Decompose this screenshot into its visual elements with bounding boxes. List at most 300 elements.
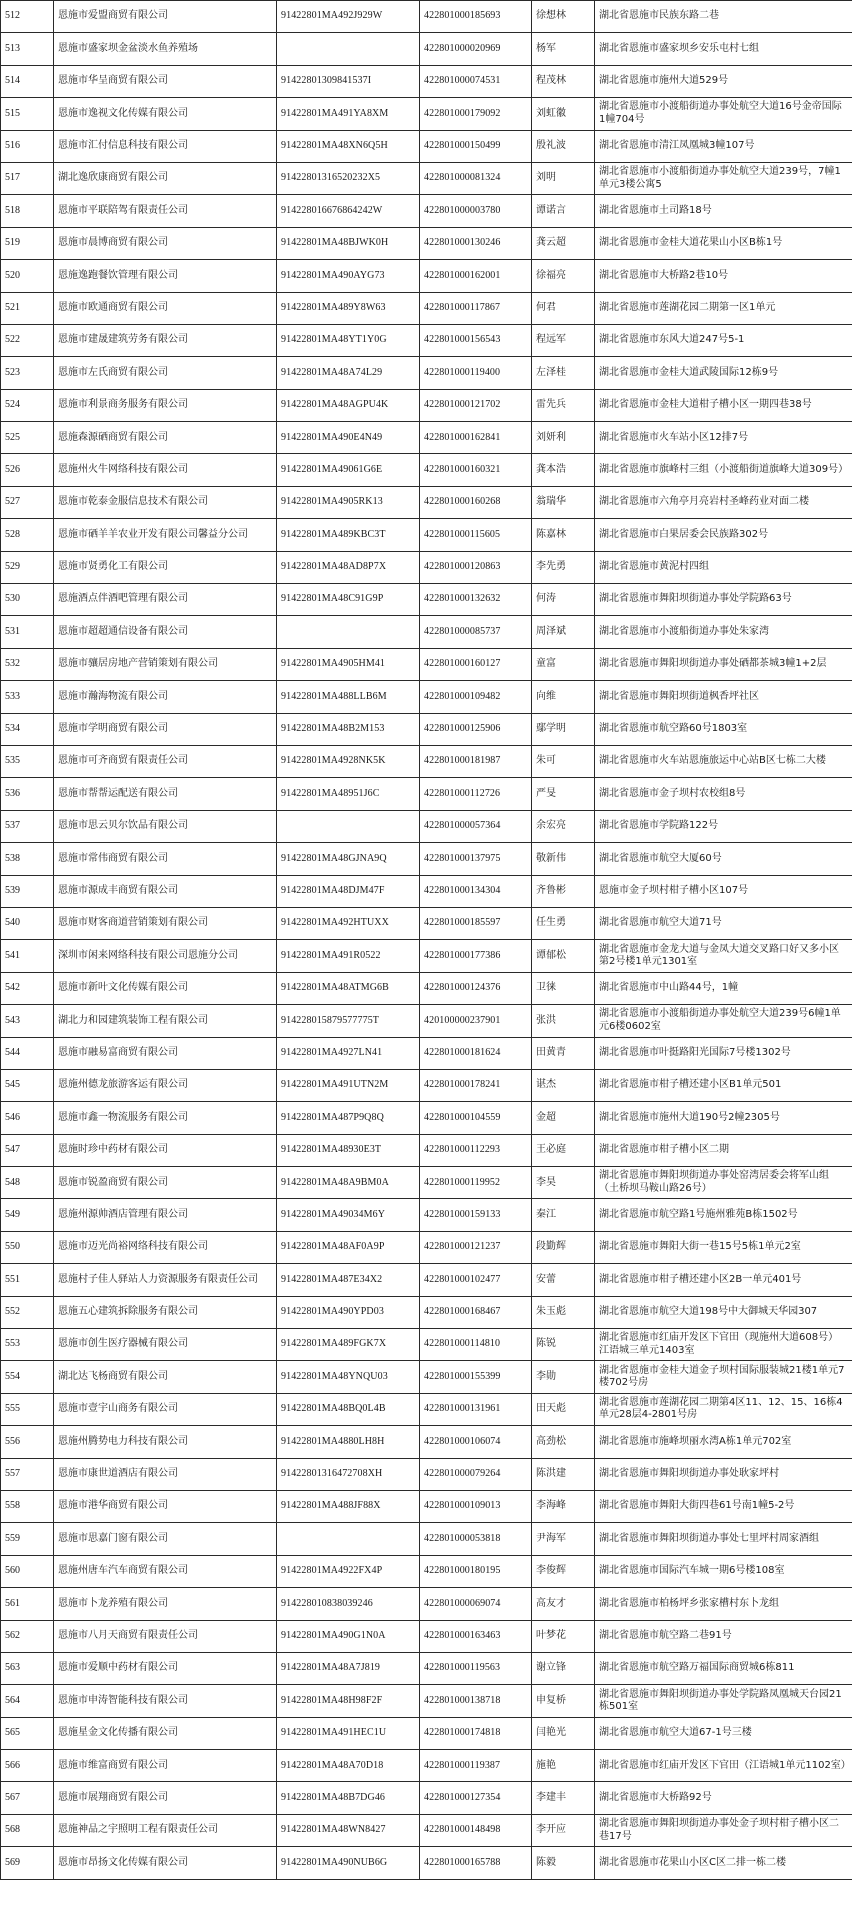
registration-number-cell: 422801000121237 [420, 1231, 532, 1263]
address-cell: 湖北省恩施市火车站恩施旅运中心站B区七栋二大楼 [595, 745, 852, 777]
legal-representative-cell: 徐想林 [532, 1, 595, 33]
company-name-cell: 恩施市财客商道营销策划有限公司 [54, 907, 277, 939]
address-cell: 湖北省恩施市柑子槽还建小区B1单元501 [595, 1069, 852, 1101]
company-name-cell: 恩施市华呈商贸有限公司 [54, 65, 277, 97]
legal-representative-cell: 鄢学明 [532, 713, 595, 745]
company-name-cell: 恩施市创生医疗器械有限公司 [54, 1329, 277, 1361]
row-number-cell: 544 [1, 1037, 54, 1069]
row-number-cell: 550 [1, 1231, 54, 1263]
legal-representative-cell: 余宏亮 [532, 810, 595, 842]
registration-number-cell: 422801000181987 [420, 745, 532, 777]
row-number-cell: 516 [1, 130, 54, 162]
row-number-cell: 527 [1, 486, 54, 518]
address-cell: 湖北省恩施市莲湖花园二期第一区1单元 [595, 292, 852, 324]
row-number-cell: 538 [1, 843, 54, 875]
registration-number-cell: 422801000160127 [420, 648, 532, 680]
row-number-cell: 546 [1, 1102, 54, 1134]
registration-number-cell: 422801000162841 [420, 422, 532, 454]
address-cell: 恩施市金子坝村柑子槽小区107号 [595, 875, 852, 907]
legal-representative-cell: 陈锐 [532, 1329, 595, 1361]
address-cell: 湖北省恩施市柑子槽小区二期 [595, 1134, 852, 1166]
registration-number-cell: 422801000127354 [420, 1782, 532, 1814]
address-cell: 湖北省恩施市航空路二巷91号 [595, 1620, 852, 1652]
address-cell: 湖北省恩施市小渡船街道办事处航空大道239号，7幢1单元3楼公寓5 [595, 162, 852, 194]
registration-number-cell: 422801000119387 [420, 1750, 532, 1782]
row-number-cell: 562 [1, 1620, 54, 1652]
row-number-cell: 547 [1, 1134, 54, 1166]
row-number-cell: 522 [1, 324, 54, 356]
credit-code-cell: 91422801MA48GJNA9Q [277, 843, 420, 875]
legal-representative-cell: 左泽桂 [532, 357, 595, 389]
registration-number-cell: 420100000237901 [420, 1005, 532, 1037]
address-cell: 湖北省恩施市白果居委会民族路302号 [595, 519, 852, 551]
address-cell: 湖北省恩施市航空大道71号 [595, 907, 852, 939]
credit-code-cell: 91422801MA48XN6Q5H [277, 130, 420, 162]
credit-code-cell: 91422801MA488JF88X [277, 1490, 420, 1522]
company-name-cell: 恩施市汇付信息科技有限公司 [54, 130, 277, 162]
registration-number-cell: 422801000162001 [420, 260, 532, 292]
registration-number-cell: 422801000124376 [420, 972, 532, 1004]
row-number-cell: 556 [1, 1426, 54, 1458]
legal-representative-cell: 尹海军 [532, 1523, 595, 1555]
company-name-cell: 恩施市港华商贸有限公司 [54, 1490, 277, 1522]
credit-code-cell: 91422801MA48YNQU03 [277, 1361, 420, 1393]
registration-number-cell: 422801000156543 [420, 324, 532, 356]
table-row [1, 681, 852, 713]
registration-number-cell: 422801000003780 [420, 195, 532, 227]
table-row [1, 486, 852, 518]
credit-code-cell: 91422801MA48WN8427 [277, 1814, 420, 1846]
legal-representative-cell: 谢立锋 [532, 1652, 595, 1684]
row-number-cell: 521 [1, 292, 54, 324]
row-number-cell: 545 [1, 1069, 54, 1101]
credit-code-cell: 91422801MA492HTUXX [277, 907, 420, 939]
address-cell: 湖北省恩施市大桥路2巷10号 [595, 260, 852, 292]
company-name-cell: 恩施市维富商贸有限公司 [54, 1750, 277, 1782]
registration-number-cell: 422801000160268 [420, 486, 532, 518]
legal-representative-cell: 李海峰 [532, 1490, 595, 1522]
legal-representative-cell: 周泽斌 [532, 616, 595, 648]
legal-representative-cell: 段勤辉 [532, 1231, 595, 1263]
registration-number-cell: 422801000112726 [420, 778, 532, 810]
registration-number-cell: 422801000178241 [420, 1069, 532, 1101]
table-row [1, 422, 852, 454]
row-number-cell: 539 [1, 875, 54, 907]
legal-representative-cell: 龚本浩 [532, 454, 595, 486]
registration-number-cell: 422801000130246 [420, 227, 532, 259]
company-name-cell: 恩施市融易富商贸有限公司 [54, 1037, 277, 1069]
table-row [1, 1750, 852, 1782]
legal-representative-cell: 李开应 [532, 1814, 595, 1846]
address-cell: 湖北省恩施市舞阳坝街道办事处窑湾居委会将军山组（土桥坝马鞍山路26号） [595, 1167, 852, 1199]
table-row [1, 1490, 852, 1522]
row-number-cell: 543 [1, 1005, 54, 1037]
table-row [1, 648, 852, 680]
address-cell: 湖北省恩施市土司路18号 [595, 195, 852, 227]
credit-code-cell [277, 616, 420, 648]
table-row [1, 454, 852, 486]
company-name-cell: 恩施市展翔商贸有限公司 [54, 1782, 277, 1814]
legal-representative-cell: 向维 [532, 681, 595, 713]
legal-representative-cell: 安蕾 [532, 1264, 595, 1296]
table-row [1, 810, 852, 842]
table-row [1, 1814, 852, 1846]
registration-number-cell: 422801000104559 [420, 1102, 532, 1134]
row-number-cell: 528 [1, 519, 54, 551]
credit-code-cell: 91422801MA48A7J819 [277, 1652, 420, 1684]
address-cell: 湖北省恩施市舞阳坝街道办事处七里坪村周家酒组 [595, 1523, 852, 1555]
table-row [1, 1426, 852, 1458]
legal-representative-cell: 程远军 [532, 324, 595, 356]
row-number-cell: 535 [1, 745, 54, 777]
company-name-cell: 恩施酒点伴酒吧管理有限公司 [54, 584, 277, 616]
table-row [1, 1102, 852, 1134]
address-cell: 湖北省恩施市柏杨坪乡张家槽村东卜龙组 [595, 1588, 852, 1620]
company-name-cell: 恩施市晨博商贸有限公司 [54, 227, 277, 259]
legal-representative-cell: 李先勇 [532, 551, 595, 583]
credit-code-cell: 91422801MA491YA8XM [277, 98, 420, 130]
table-row [1, 713, 852, 745]
legal-representative-cell: 陈嘉林 [532, 519, 595, 551]
row-number-cell: 537 [1, 810, 54, 842]
table-row [1, 551, 852, 583]
legal-representative-cell: 何君 [532, 292, 595, 324]
legal-representative-cell: 刘虹徽 [532, 98, 595, 130]
company-name-cell: 恩施市超超通信设备有限公司 [54, 616, 277, 648]
row-number-cell: 541 [1, 940, 54, 972]
legal-representative-cell: 高劲松 [532, 1426, 595, 1458]
registration-number-cell: 422801000121702 [420, 389, 532, 421]
address-cell: 湖北省恩施市舞阳坝街道办事处耿家坪村 [595, 1458, 852, 1490]
company-name-cell: 恩施市贤勇化工有限公司 [54, 551, 277, 583]
registration-number-cell: 422801000174818 [420, 1717, 532, 1749]
address-cell: 湖北省恩施市航空路1号施州雅苑B栋1502号 [595, 1199, 852, 1231]
legal-representative-cell: 龚云超 [532, 227, 595, 259]
registration-number-cell: 422801000185693 [420, 1, 532, 33]
legal-representative-cell: 齐鲁彬 [532, 875, 595, 907]
company-name-cell: 湖北达飞杨商贸有限公司 [54, 1361, 277, 1393]
company-name-cell: 恩施逸跑餐饮管理有限公司 [54, 260, 277, 292]
legal-representative-cell: 朱玉彪 [532, 1296, 595, 1328]
table-row [1, 1523, 852, 1555]
row-number-cell: 567 [1, 1782, 54, 1814]
table-row [1, 972, 852, 1004]
address-cell: 湖北省恩施市舞阳大街一巷15号5栋1单元2室 [595, 1231, 852, 1263]
row-number-cell: 563 [1, 1652, 54, 1684]
credit-code-cell: 91422801MA490YPD03 [277, 1296, 420, 1328]
credit-code-cell: 91422801MA4927LN41 [277, 1037, 420, 1069]
legal-representative-cell: 申复桥 [532, 1685, 595, 1717]
registration-number-cell: 422801000119400 [420, 357, 532, 389]
credit-code-cell: 91422801MA48AF0A9P [277, 1231, 420, 1263]
registration-number-cell: 422801000181624 [420, 1037, 532, 1069]
legal-representative-cell: 施艳 [532, 1750, 595, 1782]
address-cell: 湖北省恩施市盛家坝乡安乐屯村七组 [595, 33, 852, 65]
credit-code-cell: 91422801MA48930E3T [277, 1134, 420, 1166]
company-name-cell: 恩施市学明商贸有限公司 [54, 713, 277, 745]
row-number-cell: 542 [1, 972, 54, 1004]
table-row [1, 292, 852, 324]
registration-number-cell: 422801000148498 [420, 1814, 532, 1846]
registration-number-cell: 422801000179092 [420, 98, 532, 130]
credit-code-cell: 91422801316520232X5 [277, 162, 420, 194]
row-number-cell: 558 [1, 1490, 54, 1522]
row-number-cell: 566 [1, 1750, 54, 1782]
legal-representative-cell: 朱可 [532, 745, 595, 777]
credit-code-cell: 91422801MA487E34X2 [277, 1264, 420, 1296]
legal-representative-cell: 李俊辉 [532, 1555, 595, 1587]
row-number-cell: 548 [1, 1167, 54, 1199]
company-name-cell: 恩施市思云贝尔饮品有限公司 [54, 810, 277, 842]
row-number-cell: 530 [1, 584, 54, 616]
legal-representative-cell: 高友才 [532, 1588, 595, 1620]
credit-code-cell: 91422801MA48A9BM0A [277, 1167, 420, 1199]
table-row [1, 584, 852, 616]
company-name-cell: 恩施市康世道酒店有限公司 [54, 1458, 277, 1490]
company-name-cell: 恩施市思嘉门窗有限公司 [54, 1523, 277, 1555]
row-number-cell: 568 [1, 1814, 54, 1846]
company-name-cell: 恩施市帮帮运配送有限公司 [54, 778, 277, 810]
registration-number-cell: 422801000134304 [420, 875, 532, 907]
address-cell: 湖北省恩施市舞阳坝街道办事处学院路凤凰城天台园21栋501室 [595, 1685, 852, 1717]
credit-code-cell: 91422801MA4905HM41 [277, 648, 420, 680]
row-number-cell: 519 [1, 227, 54, 259]
address-cell: 湖北省恩施市金龙大道与金凤大道交叉路口好又多小区第2号楼1单元1301室 [595, 940, 852, 972]
company-name-cell: 恩施市利景商务服务有限公司 [54, 389, 277, 421]
row-number-cell: 531 [1, 616, 54, 648]
company-name-cell: 恩施神品之宇照明工程有限责任公司 [54, 1814, 277, 1846]
credit-code-cell: 91422801MA48C91G9P [277, 584, 420, 616]
table-row [1, 519, 852, 551]
legal-representative-cell: 刘妍利 [532, 422, 595, 454]
legal-representative-cell: 徐福亮 [532, 260, 595, 292]
legal-representative-cell: 金超 [532, 1102, 595, 1134]
row-number-cell: 517 [1, 162, 54, 194]
credit-code-cell: 91422801MA48AGPU4K [277, 389, 420, 421]
address-cell: 湖北省恩施市金桂大道花果山小区B栋1号 [595, 227, 852, 259]
company-name-cell: 恩施市骧居房地产营销策划有限公司 [54, 648, 277, 680]
company-name-cell: 湖北逸欣康商贸有限公司 [54, 162, 277, 194]
table-row [1, 1199, 852, 1231]
credit-code-cell: 91422801MA491HEC1U [277, 1717, 420, 1749]
company-name-cell: 恩施森源硒商贸有限公司 [54, 422, 277, 454]
address-cell: 湖北省恩施市国际汽车城一期6号楼108室 [595, 1555, 852, 1587]
row-number-cell: 513 [1, 33, 54, 65]
row-number-cell: 569 [1, 1847, 54, 1879]
registration-number-cell: 422801000112293 [420, 1134, 532, 1166]
table-row [1, 1652, 852, 1684]
legal-representative-cell: 杨军 [532, 33, 595, 65]
legal-representative-cell: 闫艳光 [532, 1717, 595, 1749]
credit-code-cell: 91422801MA488LLB6M [277, 681, 420, 713]
table-row [1, 875, 852, 907]
credit-code-cell: 91422801MA492J929W [277, 1, 420, 33]
row-number-cell: 524 [1, 389, 54, 421]
row-number-cell: 561 [1, 1588, 54, 1620]
registration-number-cell: 422801000069074 [420, 1588, 532, 1620]
table-row [1, 1069, 852, 1101]
table-row [1, 1005, 852, 1037]
company-name-cell: 恩施市左氏商贸有限公司 [54, 357, 277, 389]
table-row [1, 1231, 852, 1263]
registration-number-cell: 422801000165788 [420, 1847, 532, 1879]
table-row [1, 778, 852, 810]
registration-number-cell: 422801000159133 [420, 1199, 532, 1231]
address-cell: 湖北省恩施市航空大道198号中大御城天华园307 [595, 1296, 852, 1328]
legal-representative-cell: 程茂林 [532, 65, 595, 97]
credit-code-cell: 91422801MA48951J6C [277, 778, 420, 810]
credit-code-cell: 91422801MA489FGK7X [277, 1329, 420, 1361]
credit-code-cell: 91422801MA48B2M153 [277, 713, 420, 745]
row-number-cell: 529 [1, 551, 54, 583]
address-cell: 湖北省恩施市小渡船街道办事处航空大道16号金帝国际1幢704号 [595, 98, 852, 130]
table-row [1, 1329, 852, 1361]
company-name-cell: 恩施市爱顺中药材有限公司 [54, 1652, 277, 1684]
company-name-cell: 恩施州火牛网络科技有限公司 [54, 454, 277, 486]
legal-representative-cell: 卫徕 [532, 972, 595, 1004]
registration-number-cell: 422801000160321 [420, 454, 532, 486]
address-cell: 湖北省恩施市舞阳坝街道办事处金子坝村柑子槽小区二巷17号 [595, 1814, 852, 1846]
row-number-cell: 554 [1, 1361, 54, 1393]
registration-number-cell: 422801000079264 [420, 1458, 532, 1490]
table-row [1, 745, 852, 777]
company-name-cell: 恩施市迈光尚裕网络科技有限公司 [54, 1231, 277, 1263]
company-name-cell: 恩施州唐车汽车商贸有限公司 [54, 1555, 277, 1587]
credit-code-cell: 91422801MA490E4N49 [277, 422, 420, 454]
address-cell: 湖北省恩施市小渡船街道办事处朱家湾 [595, 616, 852, 648]
registration-number-cell: 422801000180195 [420, 1555, 532, 1587]
table-row [1, 1847, 852, 1879]
table-row [1, 130, 852, 162]
registration-number-cell: 422801000131961 [420, 1393, 532, 1425]
company-name-cell: 恩施村子佳人驿站人力资源服务有限责任公司 [54, 1264, 277, 1296]
table-row [1, 324, 852, 356]
company-name-cell: 恩施星金文化传播有限公司 [54, 1717, 277, 1749]
credit-code-cell: 91422801MA48A70D18 [277, 1750, 420, 1782]
row-number-cell: 557 [1, 1458, 54, 1490]
row-number-cell: 552 [1, 1296, 54, 1328]
legal-representative-cell: 严旻 [532, 778, 595, 810]
legal-representative-cell: 童富 [532, 648, 595, 680]
company-name-cell: 恩施五心建筑拆除服务有限公司 [54, 1296, 277, 1328]
company-name-cell: 恩施州德龙旅游客运有限公司 [54, 1069, 277, 1101]
registration-number-cell: 422801000125906 [420, 713, 532, 745]
registration-number-cell: 422801000020969 [420, 33, 532, 65]
address-cell: 湖北省恩施市施峰坝丽水湾A栋1单元702室 [595, 1426, 852, 1458]
table-row [1, 1167, 852, 1199]
credit-code-cell: 91422801MA491UTN2M [277, 1069, 420, 1101]
table-row [1, 907, 852, 939]
company-name-cell: 湖北力和园建筑装饰工程有限公司 [54, 1005, 277, 1037]
registration-number-cell: 422801000109013 [420, 1490, 532, 1522]
legal-representative-cell: 李昊 [532, 1167, 595, 1199]
legal-representative-cell: 秦江 [532, 1199, 595, 1231]
credit-code-cell: 91422801309841537I [277, 65, 420, 97]
address-cell: 湖北省恩施市舞阳坝街道办事处硒都茶城3幢1+2层 [595, 648, 852, 680]
row-number-cell: 523 [1, 357, 54, 389]
address-cell: 湖北省恩施市黄泥村四组 [595, 551, 852, 583]
credit-code-cell: 91422801MA49034M6Y [277, 1199, 420, 1231]
credit-code-cell: 91422801MA489KBC3T [277, 519, 420, 551]
registration-number-cell: 422801000115605 [420, 519, 532, 551]
address-cell: 湖北省恩施市莲湖花园二期第4区11、12、15、16栋4单元28层4-2801号房 [595, 1393, 852, 1425]
company-name-cell: 恩施市源成丰商贸有限公司 [54, 875, 277, 907]
table-row [1, 1782, 852, 1814]
credit-code-cell: 914228015879577775T [277, 1005, 420, 1037]
registration-number-cell: 422801000163463 [420, 1620, 532, 1652]
row-number-cell: 565 [1, 1717, 54, 1749]
company-name-cell: 恩施州腾势电力科技有限公司 [54, 1426, 277, 1458]
table-row [1, 227, 852, 259]
legal-representative-cell: 李建丰 [532, 1782, 595, 1814]
row-number-cell: 551 [1, 1264, 54, 1296]
address-cell: 湖北省恩施市红庙开发区下官田（现施州大道608号）江语城三单元1403室 [595, 1329, 852, 1361]
company-name-cell: 恩施市爱盟商贸有限公司 [54, 1, 277, 33]
legal-representative-cell: 李勋 [532, 1361, 595, 1393]
credit-code-cell: 91422801MA48YT1Y0G [277, 324, 420, 356]
table-row [1, 1296, 852, 1328]
table-row [1, 162, 852, 194]
address-cell: 湖北省恩施市旗峰村三组（小渡船街道旗峰大道309号） [595, 454, 852, 486]
registration-number-cell: 422801000114810 [420, 1329, 532, 1361]
company-name-cell: 恩施市盛家坝金盆淡水鱼养殖场 [54, 33, 277, 65]
credit-code-cell: 91422801MA4880LH8H [277, 1426, 420, 1458]
registration-number-cell: 422801000119952 [420, 1167, 532, 1199]
registration-number-cell: 422801000109482 [420, 681, 532, 713]
registration-number-cell: 422801000074531 [420, 65, 532, 97]
credit-code-cell: 91422801MA48BQ0L4B [277, 1393, 420, 1425]
registration-number-cell: 422801000168467 [420, 1296, 532, 1328]
address-cell: 湖北省恩施市柑子槽还建小区2B一单元401号 [595, 1264, 852, 1296]
table-row [1, 1393, 852, 1425]
table-row [1, 260, 852, 292]
row-number-cell: 532 [1, 648, 54, 680]
row-number-cell: 555 [1, 1393, 54, 1425]
company-name-cell: 恩施市可齐商贸有限责任公司 [54, 745, 277, 777]
credit-code-cell [277, 1523, 420, 1555]
table-row [1, 1037, 852, 1069]
registration-number-cell: 422801000138718 [420, 1685, 532, 1717]
table-row [1, 1555, 852, 1587]
credit-code-cell: 91422801MA490AYG73 [277, 260, 420, 292]
table-row [1, 98, 852, 130]
credit-code-cell: 91422801MA490G1N0A [277, 1620, 420, 1652]
company-name-cell: 恩施市锐盈商贸有限公司 [54, 1167, 277, 1199]
row-number-cell: 536 [1, 778, 54, 810]
company-name-cell: 恩施市乾泰金服信息技术有限公司 [54, 486, 277, 518]
registration-number-cell: 422801000081324 [420, 162, 532, 194]
legal-representative-cell: 翁瑞华 [532, 486, 595, 518]
row-number-cell: 553 [1, 1329, 54, 1361]
credit-code-cell: 91422801316472708XH [277, 1458, 420, 1490]
credit-code-cell: 91422801MA48A74L29 [277, 357, 420, 389]
address-cell: 湖北省恩施市金子坝村农校组8号 [595, 778, 852, 810]
table-row [1, 357, 852, 389]
row-number-cell: 514 [1, 65, 54, 97]
row-number-cell: 520 [1, 260, 54, 292]
registration-number-cell: 422801000053818 [420, 1523, 532, 1555]
address-cell: 湖北省恩施市学院路122号 [595, 810, 852, 842]
table-row [1, 1361, 852, 1393]
credit-code-cell: 914228016676864242W [277, 195, 420, 227]
credit-code-cell: 91422801MA49061G6E [277, 454, 420, 486]
address-cell: 湖北省恩施市施州大道529号 [595, 65, 852, 97]
address-cell: 湖北省恩施市施州大道190号2幢2305号 [595, 1102, 852, 1134]
credit-code-cell: 91422801MA48B7DG46 [277, 1782, 420, 1814]
credit-code-cell: 91422801MA491R0522 [277, 940, 420, 972]
legal-representative-cell: 田天彪 [532, 1393, 595, 1425]
company-name-cell: 恩施州源帅酒店管理有限公司 [54, 1199, 277, 1231]
